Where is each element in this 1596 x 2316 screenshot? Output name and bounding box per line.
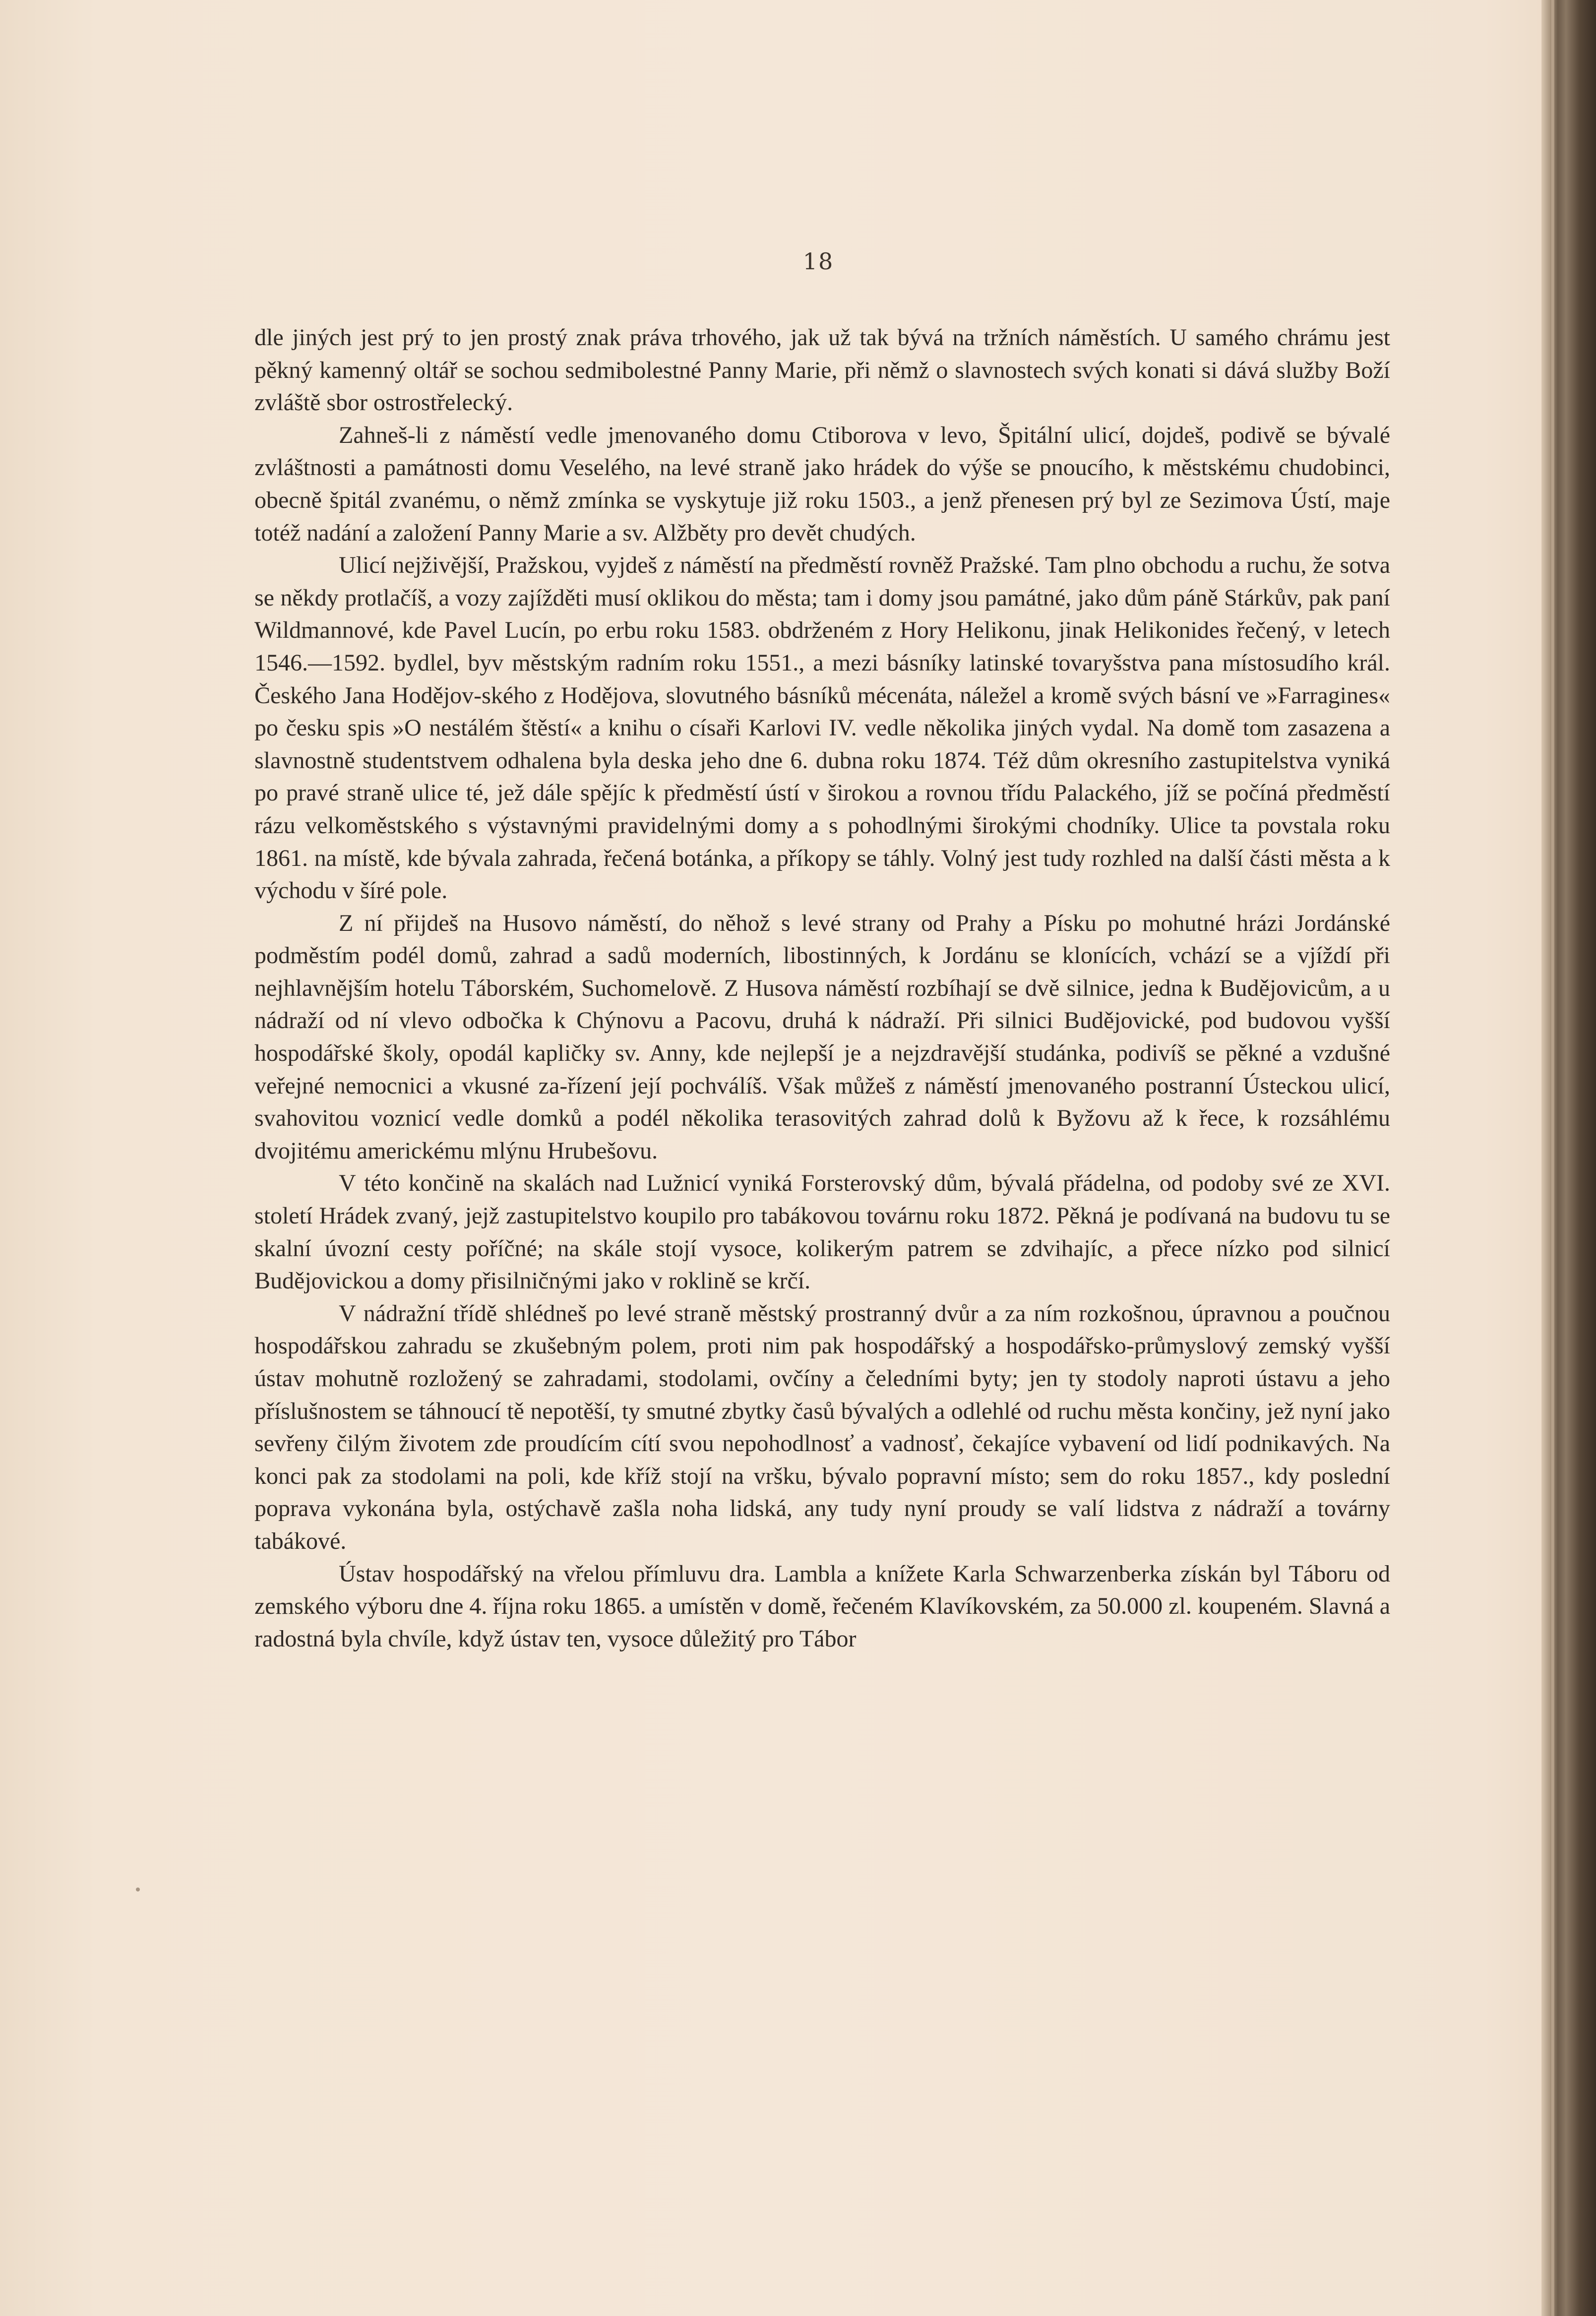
paragraph-5: V této končině na skalách nad Lužnicí vyniká Forsterovský dům, bývalá přádelna, od podoby své ze XVI. století Hrádek zvaný, jejž zastupitelstvo koupilo pro tabákovou továrnu roku 1872. Pěkná je podívaná na budovu tu se skalní úvozní cesty poříčné; na skále stojí vysoce, kolikerým patrem se zdvihajíc, a přece nízko pod silnicí Budějovickou a domy přisilničnými jako v roklině se krčí. [254, 1170, 1390, 1294]
paragraph-6: V nádražní třídě shlédneš po levé straně městský prostranný dvůr a za ním rozkošnou, úpravnou a poučnou hospodářskou zahradu se zkušebným polem, proti nim pak hospodářský a hospodářsko-průmyslový zemský vyšší ústav mohutně rozložený se zahradami, stodolami, ovčíny a čeledními byty; jen ty stodoly naproti ústavu a jeho příslušnostem se táhnoucí tě nepotěší, ty smutné zbytky časů bývalých a odlehlé od ruchu města končiny, jež nyní jako sevřeny čilým životem zde proudícím cítí svou nepohodlnosť a vadnosť, čekajíce vybavení od lidí podnikavých. Na konci pak za stodolami na poli, kde kříž stojí na vršku, bývalo popravní místo; sem do roku 1857., kdy poslední poprava vykonána byla, ostýchavě zašla noha lidská, any tudy nyní proudy se valí lidstva z nádraží a továrny tabákové. [254, 1300, 1390, 1554]
text-body [254, 321, 1390, 1655]
paragraph-2: Zahneš-li z náměstí vedle jmenovaného domu Ctiborova v levo, Špitální ulicí, dojdeš, podivě se bývalé zvláštnosti a památnosti domu Veselého, na levé straně jako hrádek do výše se pnoucího, k městskému chudobinci, obecně špitál zvanému, o němž zmínka se vyskytuje již roku 1503., a jenž přenesen prý byl ze Sezimova Ústí, maje totéž nadání a založení Panny Marie a sv. Alžběty pro devět chudých. [254, 422, 1390, 546]
paragraph-7: Ústav hospodářský na vřelou přímluvu dra. Lambla a knížete Karla Schwarzenberka získán byl Táboru od zemského výboru dne 4. října roku 1865. a umístěn v domě, řečeném Klavíkovském, za 50.000 zl. koupeném. Slavná a radostná byla chvíle, když ústav ten, vysoce důležitý pro Tábor [254, 1560, 1390, 1652]
paragraph-3: Ulicí nejživější, Pražskou, vyjdeš z náměstí na předměstí rovněž Pražské. Tam plno obchodu a ruchu, že sotva se někdy protlačíš, a vozy zajížděti musí oklikou do města; tam i domy jsou památné, jako dům páně Stárkův, pak paní Wildmannové, kde Pavel Lucín, po erbu roku 1583. obdrženém z Hory Helikonu, jinak Helikonides řečený, v letech 1546.—1592. bydlel, byv městským radním roku 1551., a mezi básníky latinské tovaryšstva pana místosudího král. Českého Jana Hodějov-ského z Hodějova, slovutného básníků mécenáta, náležel a kromě svých básní ve »Farragines« po česku spis »O nestálém štěstí« a knihu o císaři Karlovi IV. vedle několika jiných vydal. Na domě tom zasazena a slavnostně studentstvem odhalena byla deska jeho dne 6. dubna roku 1874. Též dům okresního zastupitelstva vyniká po pravé straně ulice té, jež dále spějíc k předměstí ústí v širokou a rovnou třídu Palackého, jíž se počíná předměstí rázu velkoměstského s výstavnými pravidelnými domy a s pohodlnými širokými chodníky. Ulice ta povstala roku 1861. na místě, kde bývala zahrada, řečená botánka, a příkopy se táhly. Volný jest tudy rozhled na další části města a k východu v šíré pole. [254, 552, 1390, 904]
page-edge-shadow [1541, 0, 1596, 2316]
page-number: 18 [802, 248, 834, 275]
page-edge-line [1551, 0, 1554, 2316]
paragraph-4: Z ní přijdeš na Husovo náměstí, do něhož s levé strany od Prahy a Písku po mohutné hrázi Jordánské podměstím podél domů, zahrad a sadů moderních, libostinných, k Jordánu se klonících, vchází se a vjíždí při nejhlavnějším hotelu Táborském, Suchomelově. Z Husova náměstí rozbíhají se dvě silnice, jedna k Budějovicům, a u nádraží od ní vlevo odbočka k Chýnovu a Pacovu, druhá k nádraží. Při silnici Budějovické, pod budovou vyšší hospodářské školy, opodál kapličky sv. Anny, kde nejlepší je a nejzdravější studánka, podivíš se pěkné a vzdušné veřejné nemocnici a vkusné za-řízení její pochválíš. Však můžeš z náměstí jmenovaného postranní Ústeckou ulicí, svahovitou voznicí vedle domků a podél několika terasovitých zahrad dolů k Byžovu až k řece, k rozsáhlému dvojitému americkému mlýnu Hrubešovu. [254, 910, 1390, 1164]
paragraph-1: dle jiných jest prý to jen prostý znak práva trhového, jak už tak bývá na tržních náměstích. U samého chrámu jest pěkný kamenný oltář se sochou sedmibolestné Panny Marie, při němž o slavnostech svých konati si dává služby Boží zvláště sbor ostrostřelecký. [254, 324, 1390, 416]
margin-speck [136, 1888, 140, 1891]
